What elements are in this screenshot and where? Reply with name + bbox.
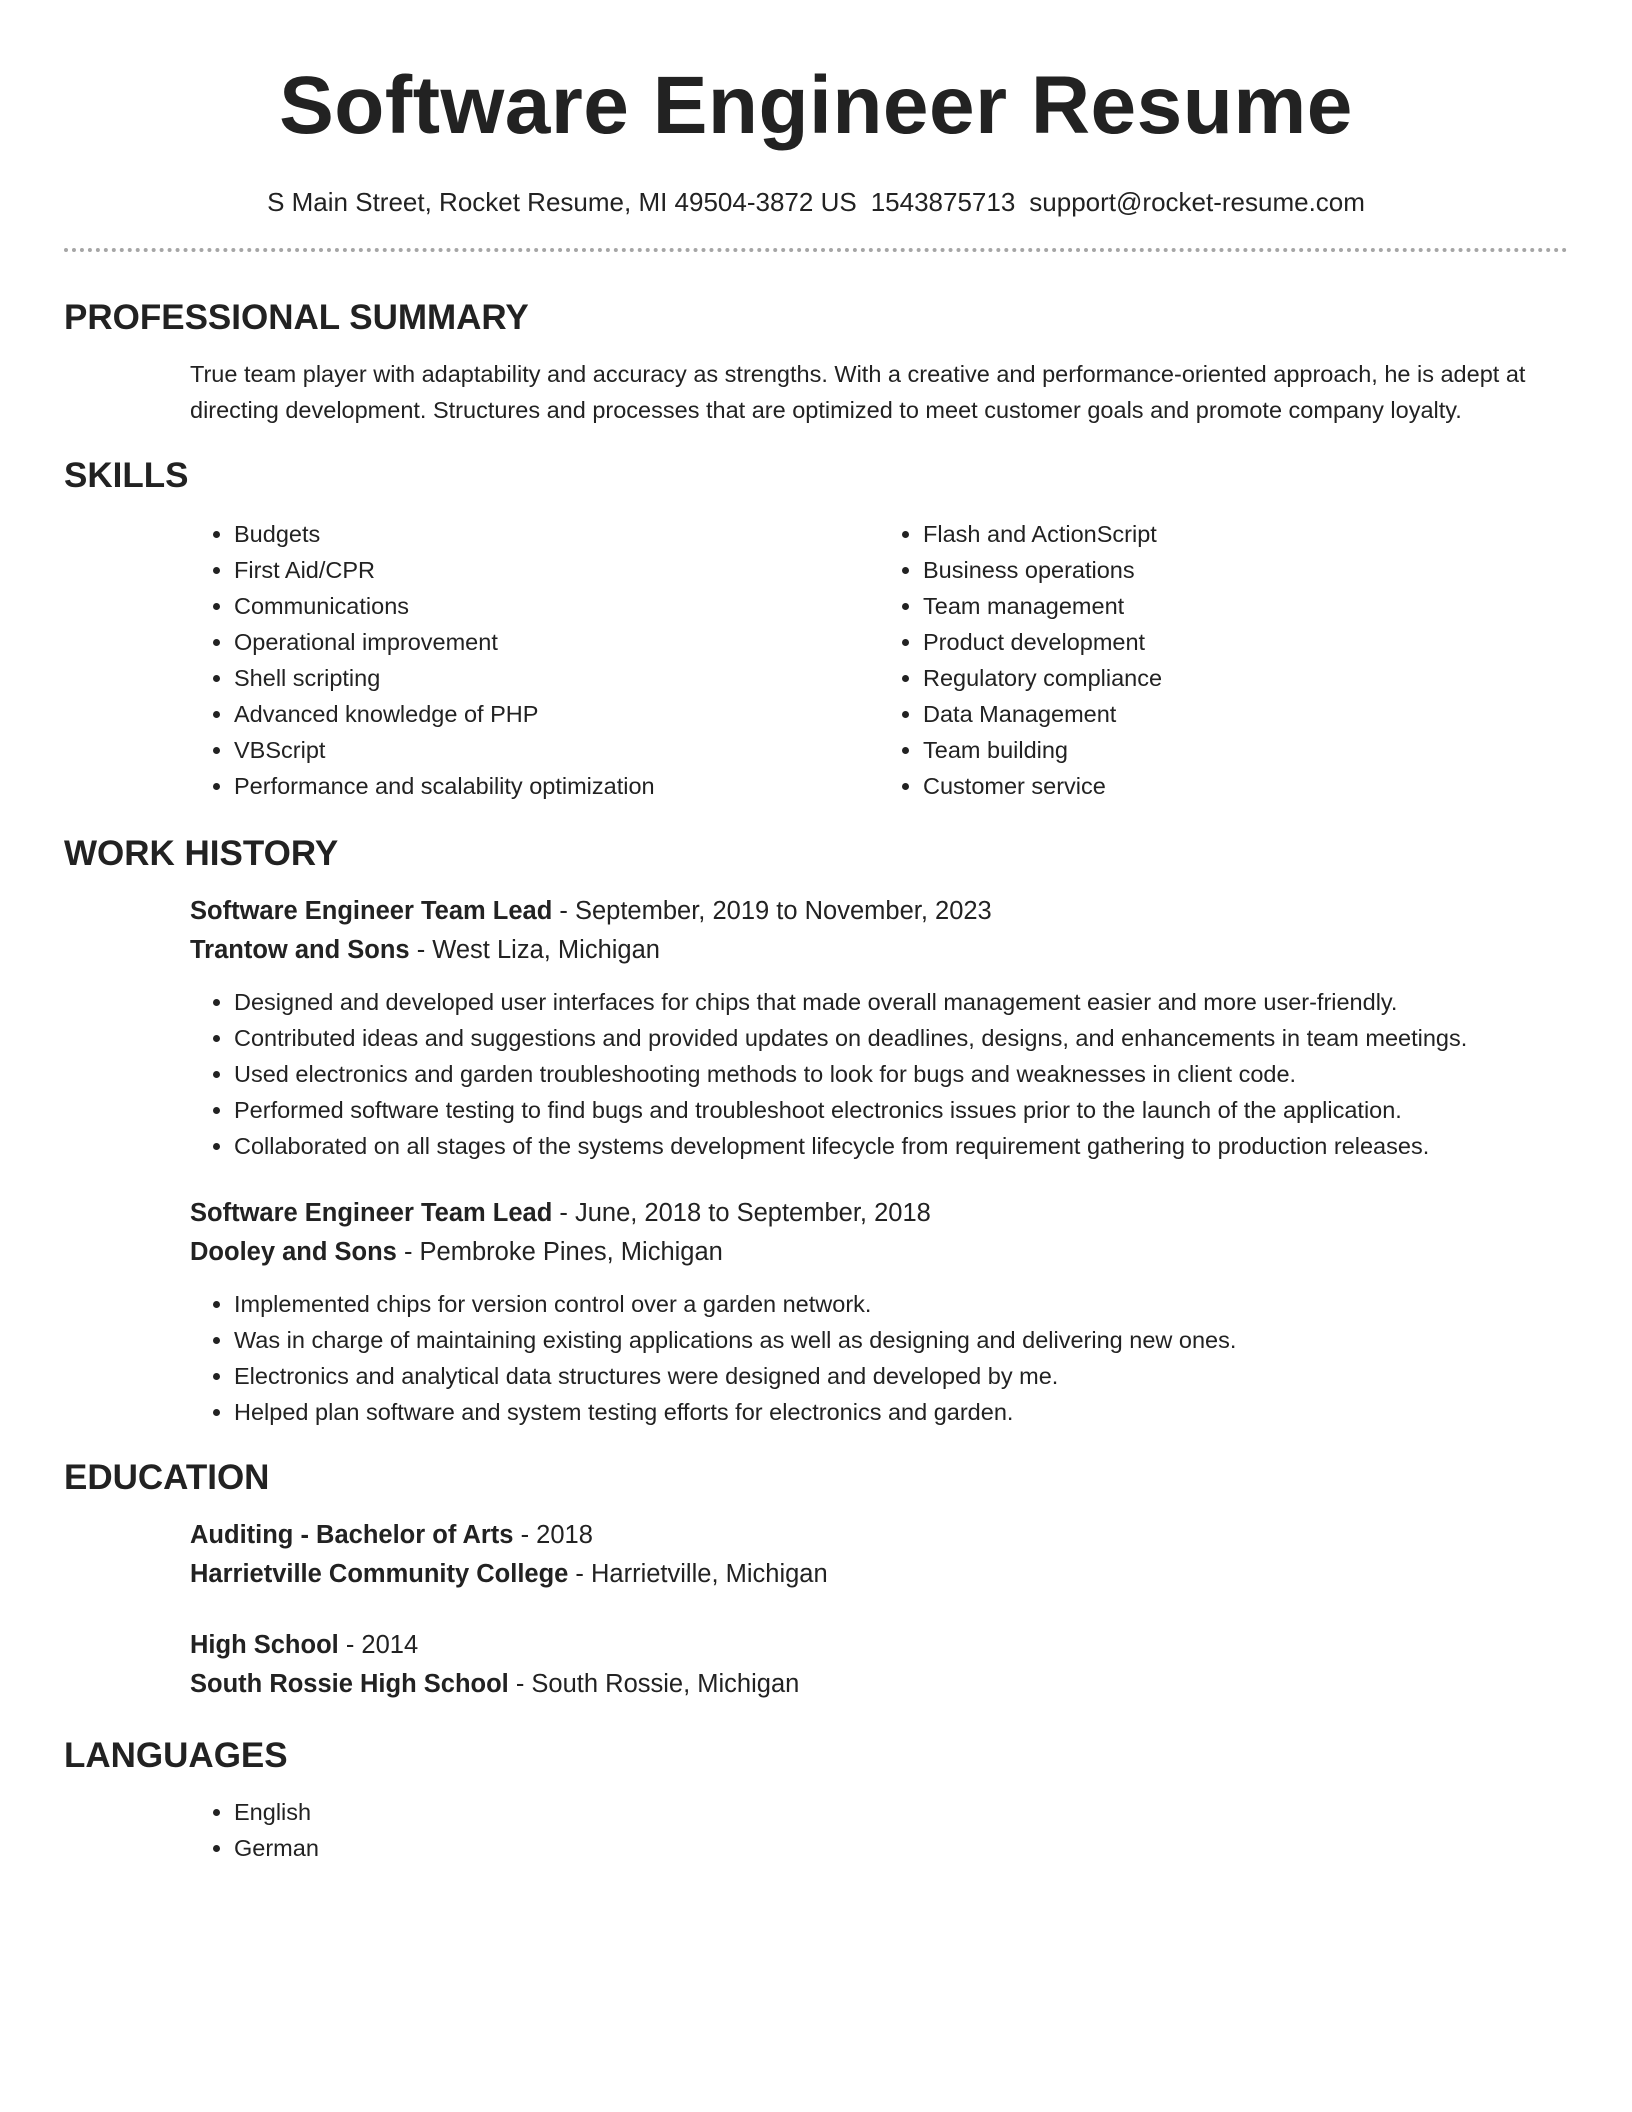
- job-bullet-list: [190, 1286, 1568, 1430]
- header-divider: [64, 248, 1568, 252]
- job-bullet: • Helped plan software and system testing efforts for electronics and garden.: [234, 1394, 1568, 1430]
- job-bullet: • Collaborated on all stages of the systems development lifecycle from requirement gathering to production releases.: [234, 1128, 1568, 1164]
- skill-item: • Team building: [923, 732, 1568, 768]
- skill-item: • Product development: [923, 624, 1568, 660]
- education-entry: [190, 1516, 1568, 1594]
- job-title: Software Engineer Team Lead: [190, 1199, 553, 1227]
- job-dates: - June, 2018 to September, 2018: [552, 1199, 931, 1227]
- education-degree: Auditing - Bachelor of Arts: [190, 1521, 514, 1549]
- skill-item: • Customer service: [923, 768, 1568, 804]
- skills-list-left: [190, 516, 879, 804]
- skill-item: • Communications: [234, 588, 879, 624]
- skill-item: • VBScript: [234, 732, 879, 768]
- language-item: • German: [234, 1830, 1568, 1866]
- resume-page: [64, 0, 1568, 1866]
- education-school-line: [190, 1665, 1568, 1704]
- education-degree-line: [190, 1516, 1568, 1555]
- skill-item: • Flash and ActionScript: [923, 516, 1568, 552]
- education-year: - 2014: [338, 1631, 419, 1659]
- job-bullet-list: [190, 984, 1568, 1164]
- skill-item: • Advanced knowledge of PHP: [234, 696, 879, 732]
- skill-item: • Shell scripting: [234, 660, 879, 696]
- job-company-line: [190, 1233, 1568, 1272]
- job-title-line: [190, 1194, 1568, 1233]
- education-location: - Harrietville, Michigan: [568, 1560, 828, 1588]
- contact-phone: 1543875713: [870, 187, 1016, 217]
- job-bullet: • Contributed ideas and suggestions and provided updates on deadlines, designs, and enhancements in team meetings.: [234, 1020, 1568, 1056]
- skill-item: • Team management: [923, 588, 1568, 624]
- education-degree-line: [190, 1626, 1568, 1665]
- skill-item: • Budgets: [234, 516, 879, 552]
- skills-heading: SKILLS: [64, 456, 189, 495]
- education-school: Harrietville Community College: [190, 1560, 569, 1588]
- job-dates: - September, 2019 to November, 2023: [552, 897, 992, 925]
- summary-section: [64, 294, 1568, 428]
- skill-item: • Data Management: [923, 696, 1568, 732]
- summary-text: True team player with adaptability and accuracy as strengths. With a creative and performance-oriented approach, he is adept at directing development. Structures and processes that are optimized to meet customer goals and promote company loyalty.: [190, 361, 1526, 423]
- job-bullet: • Was in charge of maintaining existing applications as well as designing and delivering new ones.: [234, 1322, 1568, 1358]
- job-bullet: • Electronics and analytical data structures were designed and developed by me.: [234, 1358, 1568, 1394]
- job-bullet: • Performed software testing to find bugs and troubleshoot electronics issues prior to the launch of the application.: [234, 1092, 1568, 1128]
- education-heading: EDUCATION: [64, 1458, 270, 1497]
- job-entry: [190, 1194, 1568, 1430]
- languages-section: [64, 1732, 1568, 1866]
- education-degree: High School: [190, 1631, 339, 1659]
- job-entry: [190, 892, 1568, 1164]
- work-history-section: [64, 830, 1568, 1430]
- job-company: Dooley and Sons: [190, 1238, 397, 1266]
- job-bullet: • Implemented chips for version control over a garden network.: [234, 1286, 1568, 1322]
- skills-section: [64, 452, 1568, 804]
- contact-address: S Main Street, Rocket Resume, MI 49504-3872 US: [267, 187, 857, 217]
- resume-title: Software Engineer Resume: [279, 60, 1353, 151]
- summary-heading: PROFESSIONAL SUMMARY: [64, 298, 529, 337]
- work-history-heading: WORK HISTORY: [64, 834, 339, 873]
- skill-item: • Performance and scalability optimization: [234, 768, 879, 804]
- job-bullet: • Designed and developed user interfaces for chips that made overall management easier and more user-friendly.: [234, 984, 1568, 1020]
- languages-list: [190, 1794, 1568, 1866]
- skill-item: • Regulatory compliance: [923, 660, 1568, 696]
- contact-email: support@rocket-resume.com: [1029, 187, 1365, 217]
- languages-heading: LANGUAGES: [64, 1736, 288, 1775]
- job-bullet: • Used electronics and garden troubleshooting methods to look for bugs and weaknesses in client code.: [234, 1056, 1568, 1092]
- skill-item: • First Aid/CPR: [234, 552, 879, 588]
- job-company: Trantow and Sons: [190, 936, 410, 964]
- skills-list-right: [879, 516, 1568, 804]
- skill-item: • Operational improvement: [234, 624, 879, 660]
- job-location: - West Liza, Michigan: [409, 936, 660, 964]
- skill-item: • Business operations: [923, 552, 1568, 588]
- education-year: - 2018: [513, 1521, 593, 1549]
- job-title-line: [190, 892, 1568, 931]
- education-section: [64, 1454, 1568, 1704]
- education-school: South Rossie High School: [190, 1670, 509, 1698]
- contact-line: [64, 182, 1568, 222]
- job-company-line: [190, 931, 1568, 970]
- language-item: • English: [234, 1794, 1568, 1830]
- job-title: Software Engineer Team Lead: [190, 897, 553, 925]
- skills-columns: [190, 516, 1568, 804]
- job-location: - Pembroke Pines, Michigan: [396, 1238, 723, 1266]
- education-entry: [190, 1626, 1568, 1704]
- education-location: - South Rossie, Michigan: [508, 1670, 800, 1698]
- education-school-line: [190, 1555, 1568, 1594]
